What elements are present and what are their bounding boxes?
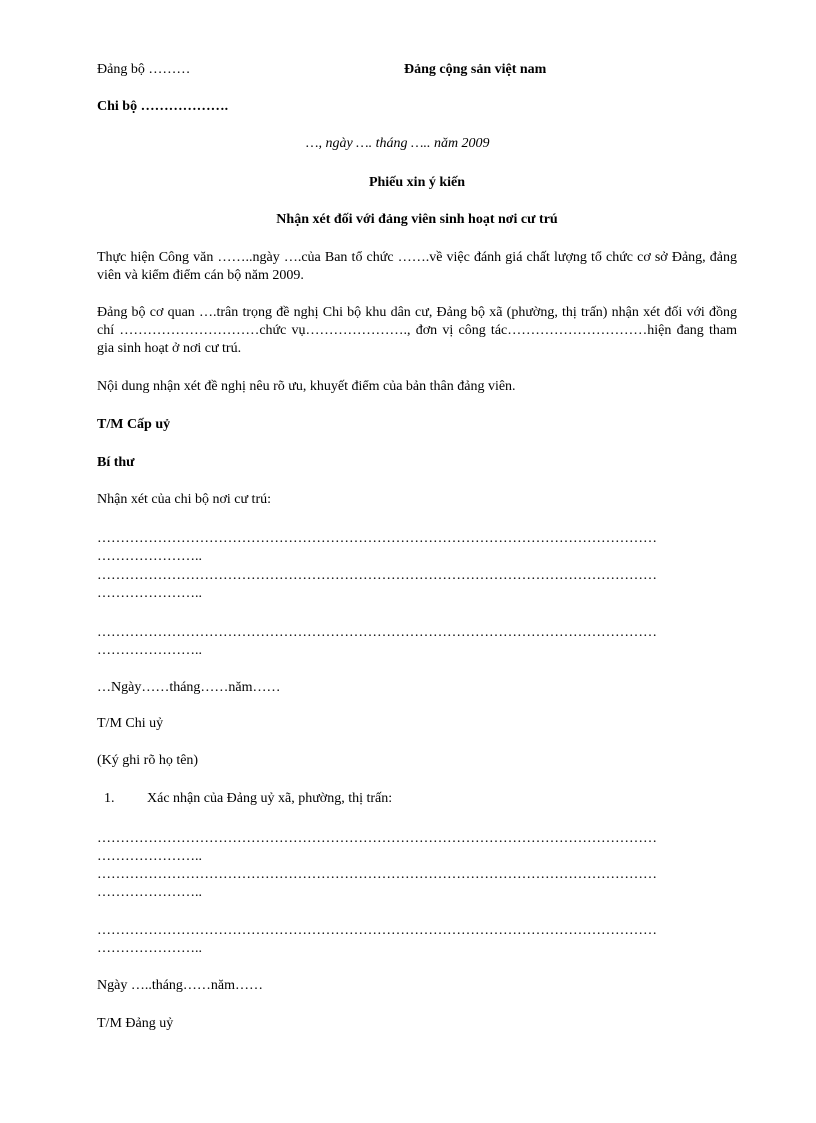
dotted-line: ………………….. — [97, 885, 202, 900]
residence-sign-label: T/M Chi uỷ — [97, 716, 164, 731]
party-name-heading: Đảng cộng sản việt nam — [404, 62, 547, 77]
residence-comment-label: Nhận xét của chi bộ nơi cư trú: — [97, 492, 271, 507]
form-title: Phiếu xin ý kiến — [368, 175, 466, 190]
secretary-label: Bí thư — [97, 455, 135, 470]
sign-committee-label: T/M Cấp uỷ — [97, 417, 171, 432]
dotted-line: ………………….. — [97, 849, 202, 864]
dotted-line: ………………………………………………………………………………………………………… — [97, 867, 657, 882]
list-number: 1. — [104, 791, 115, 806]
confirm-date-line: Ngày …..tháng……năm…… — [97, 978, 264, 993]
date-line: …, ngày …. tháng ….. năm 2009 — [306, 136, 490, 151]
form-subtitle: Nhận xét đối với đảng viên sinh hoạt nơi cư trú — [276, 212, 558, 227]
paragraph-content-note: Nội dung nhận xét đề nghị nêu rõ ưu, khuyết điểm của bản thân đảng viên. — [97, 379, 516, 394]
dotted-line: ………………………………………………………………………………………………………… — [97, 625, 657, 640]
dotted-line: ………………………………………………………………………………………………………… — [97, 531, 657, 546]
confirm-label: Xác nhận của Đảng uỷ xã, phường, thị trấn: — [147, 791, 393, 806]
party-committee-label: Đảng bộ ……… — [97, 62, 191, 77]
dotted-line: ………………………………………………………………………………………………………… — [97, 568, 657, 583]
dotted-line: ………………….. — [97, 941, 202, 956]
dotted-line: ………………………………………………………………………………………………………… — [97, 923, 657, 938]
branch-label: Chi bộ ………………. — [97, 99, 229, 114]
dotted-line: ………………….. — [97, 549, 202, 564]
residence-date-line: …Ngày……tháng……năm…… — [97, 680, 281, 695]
signature-note: (Ký ghi rõ họ tên) — [97, 753, 199, 768]
dotted-line: ………………………………………………………………………………………………………… — [97, 831, 657, 846]
paragraph-request: Đảng bộ cơ quan ….trân trọng đề nghị Chi bộ khu dân cư, Đảng bộ xã (phường, thị trấn) nhận xét đối với đồng chí …………………………chức vụ…………………., đơn vị công tác…………………………hiện đang tham gia sinh hoạt ở nơi cư trú. — [97, 305, 737, 356]
dotted-line: ………………….. — [97, 586, 202, 601]
paragraph-implementation: Thực hiện Công văn ……..ngày ….của Ban tổ chức …….về việc đánh giá chất lượng tổ chức cơ sở Đảng, đảng viên và kiểm điểm cán bộ năm 2009. — [97, 250, 737, 283]
confirm-sign-label: T/M Đảng uỷ — [97, 1016, 174, 1031]
dotted-line: ………………….. — [97, 643, 202, 658]
